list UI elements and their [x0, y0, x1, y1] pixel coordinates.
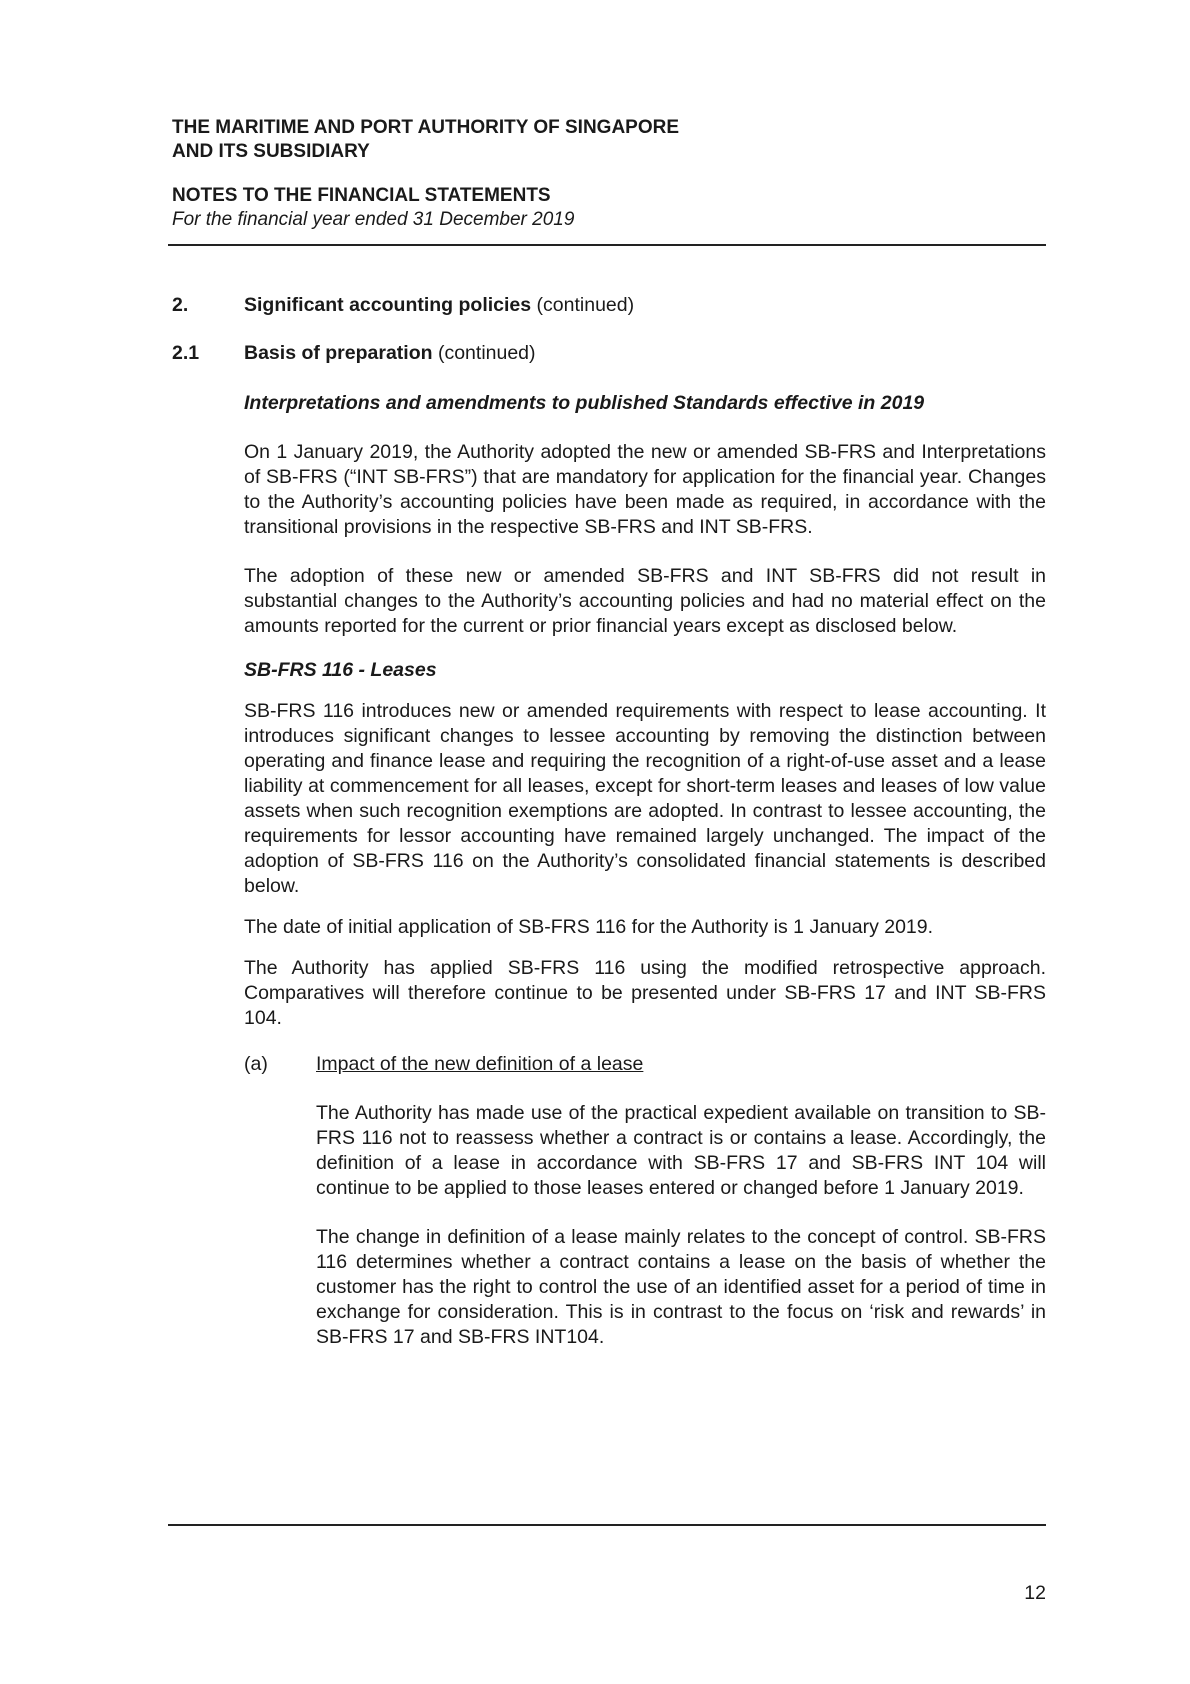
interpretations-paragraph-2: The adoption of these new or amended SB-FRS and INT SB-FRS did not result in substantial changes to the Authority’s accounting policies and had no material effect on the amounts reported for the current or prior financial years except as disclosed below.	[244, 565, 1046, 637]
section-number: 2.	[172, 294, 189, 316]
leases-paragraph-3: The Authority has applied SB-FRS 116 using the modified retrospective approach. Comparatives will therefore continue to be presented under SB-FRS 17 and INT SB-FRS 104.	[244, 957, 1046, 1029]
interpretations-heading: Interpretations and amendments to published Standards effective in 2019	[244, 392, 925, 414]
section-heading	[172, 293, 1046, 318]
header-divider	[168, 244, 1046, 246]
item-a-body	[316, 1101, 1046, 1350]
subsection-heading	[172, 341, 1046, 366]
organization-name-line1: THE MARITIME AND PORT AUTHORITY OF SINGAPORE	[172, 117, 680, 138]
footer-divider	[168, 1524, 1046, 1526]
item-a-paragraph-2: The change in definition of a lease mainly relates to the concept of control. SB-FRS 116 determines whether a contract contains a lease on the basis of whether the customer has the right to control the use of an identified asset for a period of time in exchange for consideration. This is in contrast to the focus on ‘risk and rewards’ in SB-FRS 17 and SB-FRS INT104.	[316, 1226, 1046, 1348]
leases-paragraph-2: The date of initial application of SB-FRS 116 for the Authority is 1 January 2019.	[244, 916, 934, 938]
leases-paragraph-1: SB-FRS 116 introduces new or amended requirements with respect to lease accounting. It introduces significant changes to lessee accounting by removing the distinction between operating and finance lease and requiring the recognition of a right-of-use asset and a lease liability at commencement for all leases, except for short-term leases and leases of low value assets when such recognition exemptions are adopted. In contrast to lessee accounting, the requirements for lessor accounting have remained largely unchanged. The impact of the adoption of SB-FRS 116 on the Authority’s consolidated financial statements is described below.	[244, 700, 1046, 897]
organization-name-line2: AND ITS SUBSIDIARY	[172, 141, 370, 162]
item-a-heading	[244, 1052, 1046, 1077]
interpretations-paragraph-1: On 1 January 2019, the Authority adopted the new or amended SB-FRS and Interpretations of SB-FRS (“INT SB-FRS”) that are mandatory for application for the financial year. Changes to the Authority’s accounting policies have been made as required, in accordance with the transitional provisions in the respective SB-FRS and INT SB-FRS.	[244, 441, 1046, 538]
document-body	[172, 293, 1046, 1350]
leases-heading: SB-FRS 116 - Leases	[244, 659, 437, 681]
item-a-paragraph-1: The Authority has made use of the practical expedient available on transition to SB-FRS 116 not to reassess whether a contract is or contains a lease. Accordingly, the definition of a lease in accordance with SB-FRS 17 and SB-FRS INT 104 will continue to be applied to those leases entered or changed before 1 January 2019.	[316, 1102, 1046, 1199]
item-a-label: (a)	[244, 1053, 268, 1075]
subsection-title: Basis of preparation	[244, 342, 433, 364]
item-a-title: Impact of the new definition of a lease	[316, 1053, 644, 1075]
interpretations-block	[244, 391, 1046, 1031]
reporting-period: For the financial year ended 31 December 2019	[172, 209, 575, 230]
subsection-number: 2.1	[172, 342, 200, 364]
subsection-continued: (continued)	[432, 342, 536, 364]
section-continued: (continued)	[531, 294, 635, 316]
page-header	[172, 116, 1046, 232]
notes-title: NOTES TO THE FINANCIAL STATEMENTS	[172, 185, 551, 206]
section-title: Significant accounting policies	[244, 294, 532, 316]
page-number: 12	[1024, 1582, 1046, 1604]
